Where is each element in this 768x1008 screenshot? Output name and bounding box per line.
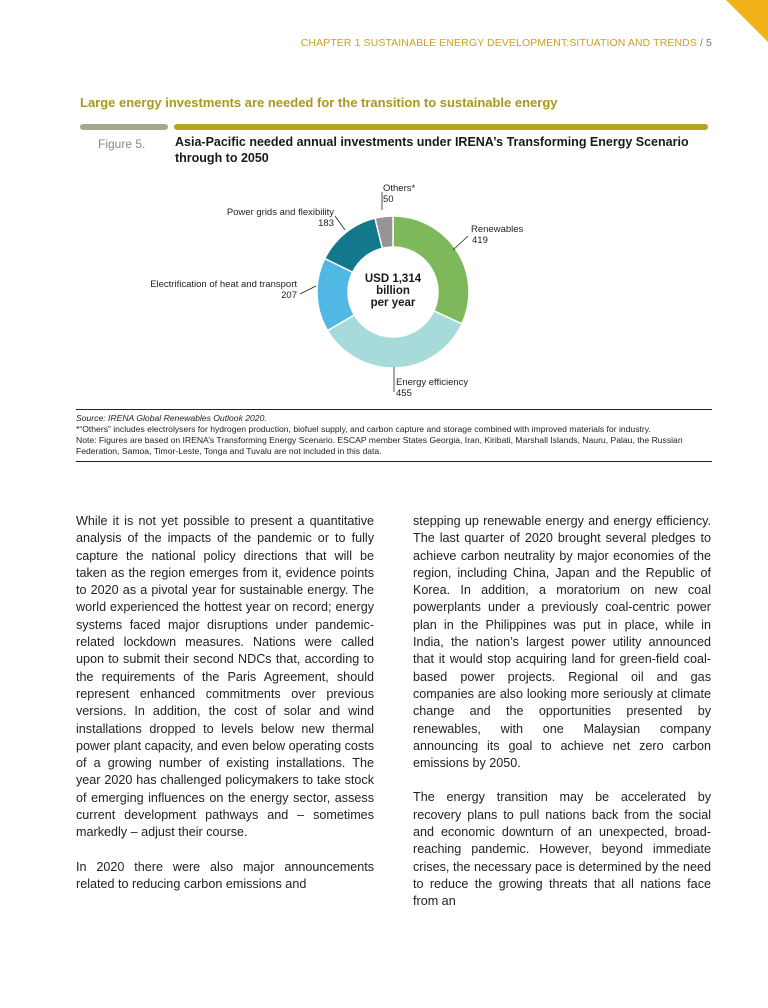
body-paragraph: In 2020 there were also major announcements related to reducing carbon emissions and: [76, 859, 374, 891]
donut-chart: [130, 176, 550, 406]
label-electrification-name: Electrification of heat and transport: [150, 279, 297, 290]
figure-title: Asia-Pacific needed annual investments under IRENA’s Transforming Energy Scenario through to 2050: [175, 135, 689, 165]
source-note: Source: IRENA Global Renewables Outlook 2020.: [76, 413, 267, 423]
chapter-title: CHAPTER 1 SUSTAINABLE ENERGY DEVELOPMENT:SITUATION AND TRENDS: [300, 37, 697, 49]
label-electrification-value: 207: [281, 290, 297, 301]
others-footnote: *“Others” includes electrolysers for hydrogen production, biofuel supply, and carbon capture and storage combined with improved materials for industry.: [76, 424, 651, 434]
decorative-bar-long: [174, 124, 708, 130]
label-electrification: [140, 279, 297, 301]
label-others-value: 50: [383, 194, 394, 205]
donut-center-line-3: per year: [370, 297, 416, 309]
figure-label: Figure 5.: [98, 137, 146, 151]
body-paragraph: stepping up renewable energy and energy efficiency. The last quarter of 2020 brought several pledges to achieve carbon neutrality by major economies of the region, including China, Japan and the Republic of Korea. In addition, a moratorium on new coal powerplants under a previously coal-centric power plan in the Philippines was put in place, while in India, the nation’s largest power utility announced that it would stop acquiring land for green-field coal-based power projects. Regional oil and gas companies are also looking more seriously at climate change and the opportunities presented by renewables, with one Malaysian company announcing its goal to achieve net zero carbon emissions by 2050.: [413, 514, 711, 771]
body-column-right: [413, 513, 711, 928]
figure-notes: [76, 409, 712, 462]
label-energy-efficiency-value: 455: [396, 388, 412, 399]
label-energy-efficiency: [396, 377, 468, 399]
leader-electrification: [300, 286, 316, 294]
label-others-name: Others*: [383, 183, 416, 194]
running-header: [301, 37, 712, 49]
body-paragraph: The energy transition may be accelerated by recovery plans to pull nations back from the social and economic downturn of an unexpected, broad-reaching pandemic. However, beyond immediate crises, the necessary pace is determined by the need to reduce the growing threats that all nations face from an: [413, 790, 711, 909]
data-note: Note: Figures are based on IRENA’s Transforming Energy Scenario. ESCAP member States Georgia, Iran, Kiribati, Marshall Islands, Nauru, Palau, the Russian Federation, Samoa, Timor-Leste, Tonga and Tuvalu are not included in this data.: [76, 435, 683, 456]
donut-center-line-2: billion: [376, 285, 410, 297]
label-others: [383, 183, 415, 205]
body-column-left: [76, 513, 374, 910]
label-renewables-name: Renewables: [471, 224, 524, 235]
label-power-grids: [224, 207, 334, 229]
leader-renewables: [453, 236, 468, 250]
section-title: Large energy investments are needed for the transition to sustainable energy: [80, 95, 558, 110]
body-paragraph: While it is not yet possible to present a quantitative analysis of the impacts of the pandemic or to fully capture the national policy directions that will be taken as the region emerges from it, evidence points to 2020 as a pivotal year for sustainable energy. The world experienced the hottest year on record; energy systems faced major disruptions under pandemic-related lockdown measures. Nations were called upon to submit their second NDCs that, according to the requirements of the Paris Agreement, should represent enhanced commitments over previous versions. In addition, the cost of solar and wind installations dropped to levels below new thermal power plant capacity, and even below operating costs of a growing number of existing installations. The year 2020 has challenged policymakers to take stock of emerging influences on the energy sector, assess current development pathways and – sometimes markedly – adjust their course.: [76, 514, 375, 840]
label-power-grids-name: Power grids and flexibility: [226, 207, 334, 218]
label-energy-efficiency-name: Energy efficiency: [396, 377, 469, 388]
label-renewables: [471, 224, 523, 246]
corner-accent: [726, 0, 768, 42]
donut-center-text: [353, 273, 433, 309]
label-renewables-value: 419: [472, 235, 488, 246]
label-power-grids-value: 183: [318, 218, 334, 229]
donut-center-line-1: USD 1,314: [364, 273, 422, 285]
page-number: 5: [706, 37, 712, 49]
leader-power-grids: [335, 216, 345, 230]
page-separator: /: [699, 37, 704, 49]
decorative-bar-short: [80, 124, 168, 130]
